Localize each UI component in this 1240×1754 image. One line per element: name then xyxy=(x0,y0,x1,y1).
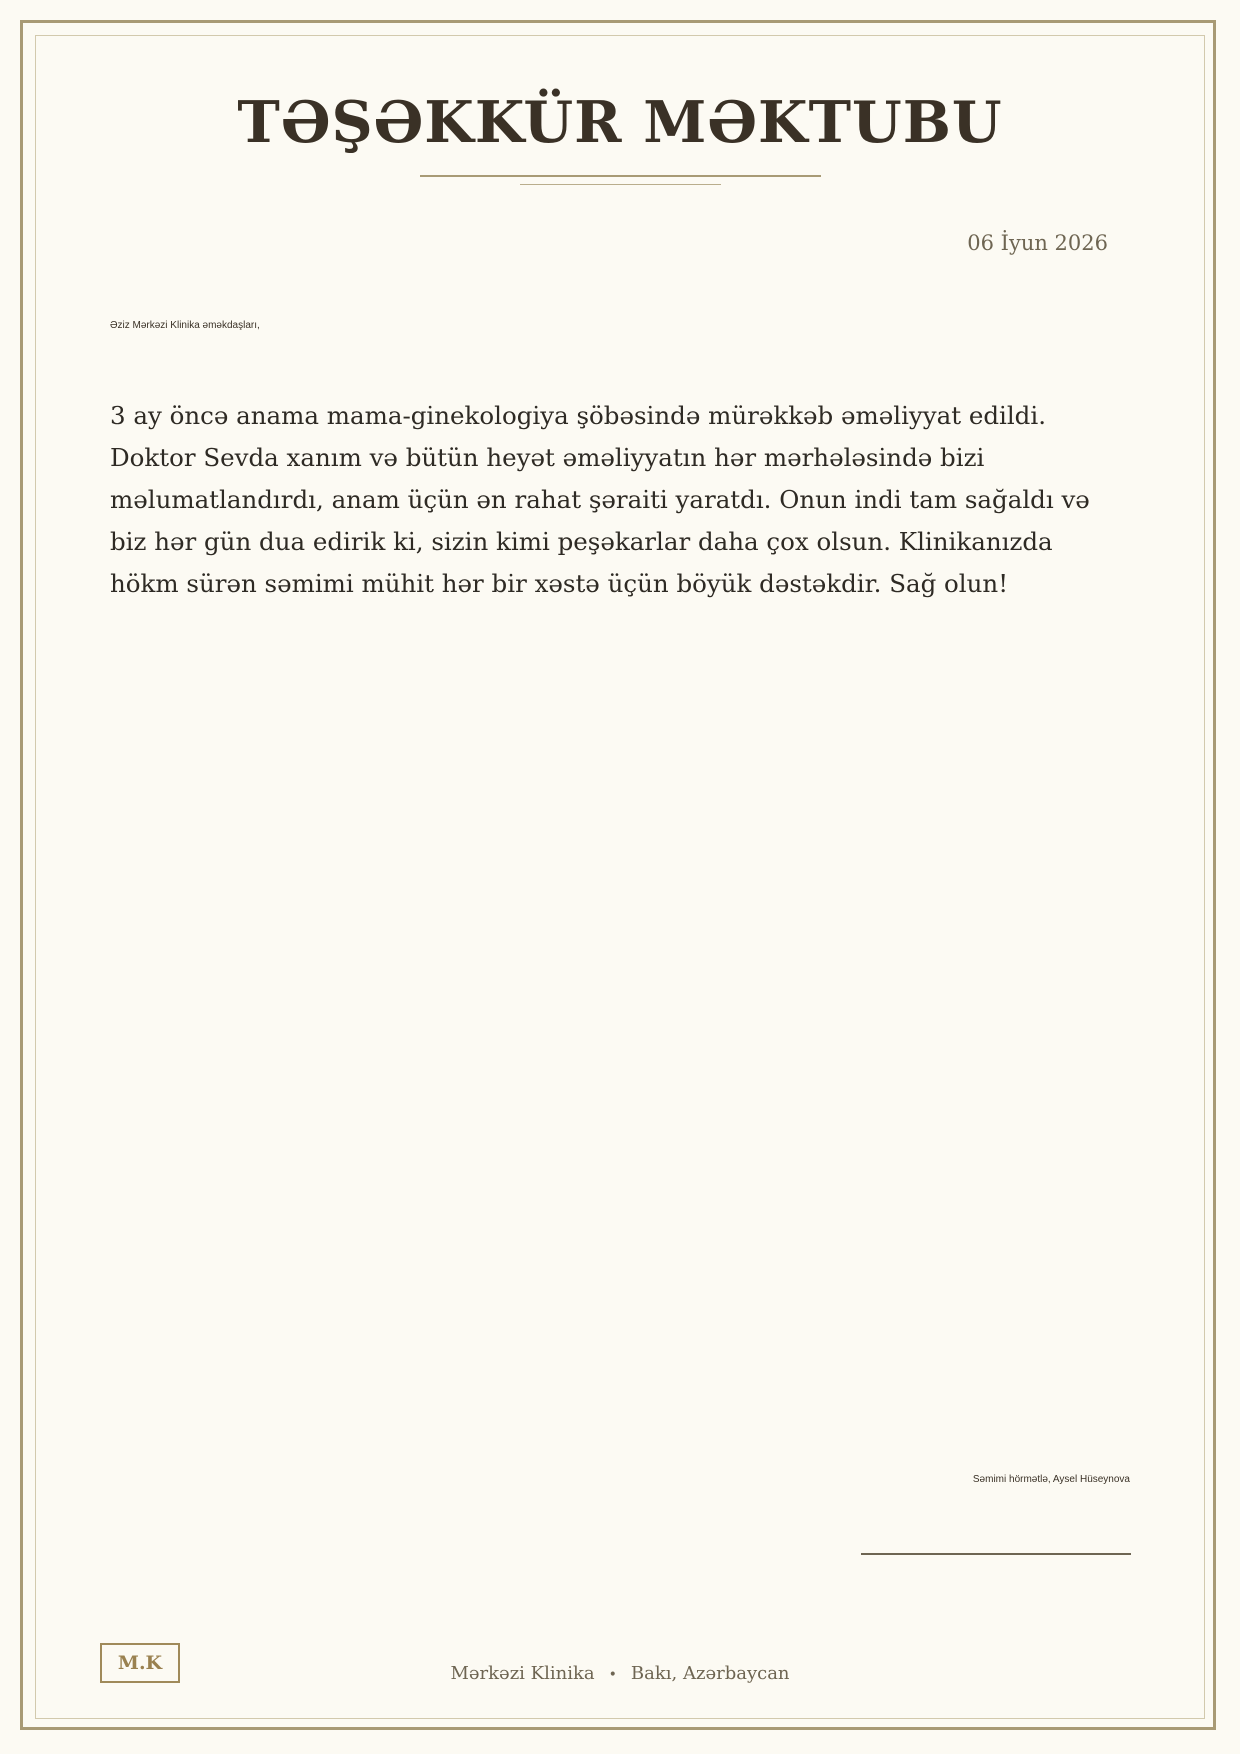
signature-line xyxy=(861,1553,1131,1555)
footer-location: Bakı, Azərbaycan xyxy=(630,1663,790,1684)
letter-closing: Səmimi hörmətlə, Aysel Hüseynova xyxy=(972,1474,1130,1485)
inner-frame xyxy=(35,35,1205,1719)
letter-footer xyxy=(0,1662,1240,1687)
letter-date: 06 İyun 2026 xyxy=(967,231,1108,255)
letter-title: TƏŞƏKKÜR MƏKTUBU xyxy=(237,89,1003,156)
letter-body: 3 ay öncə anama mama-ginekologiya şöbəsində mürəkkəb əməliyyat edildi. Doktor Sevda xanım və bütün heyət əməliyyatın hər mərhələsində bizi məlumatlandırdı, anam üçün ən rahat şəraiti yaratdı. Onun indi tam sağaldı və biz hər gün dua edirik ki, sizin kimi peşəkarlar daha çox olsun. Klinikanızda hökm sürən səmimi mühit hər bir xəstə üçün böyük dəstəkdir. Sağ olun! xyxy=(110,401,1090,598)
letter-recipient: Əziz Mərkəzi Klinika əməkdaşları, xyxy=(110,320,260,331)
footer-separator: • xyxy=(608,1667,617,1683)
footer-organization: Mərkəzi Klinika xyxy=(450,1663,595,1684)
title-divider-secondary xyxy=(520,184,721,185)
clinic-monogram-logo: M.K xyxy=(100,1643,180,1683)
title-divider xyxy=(420,175,821,177)
